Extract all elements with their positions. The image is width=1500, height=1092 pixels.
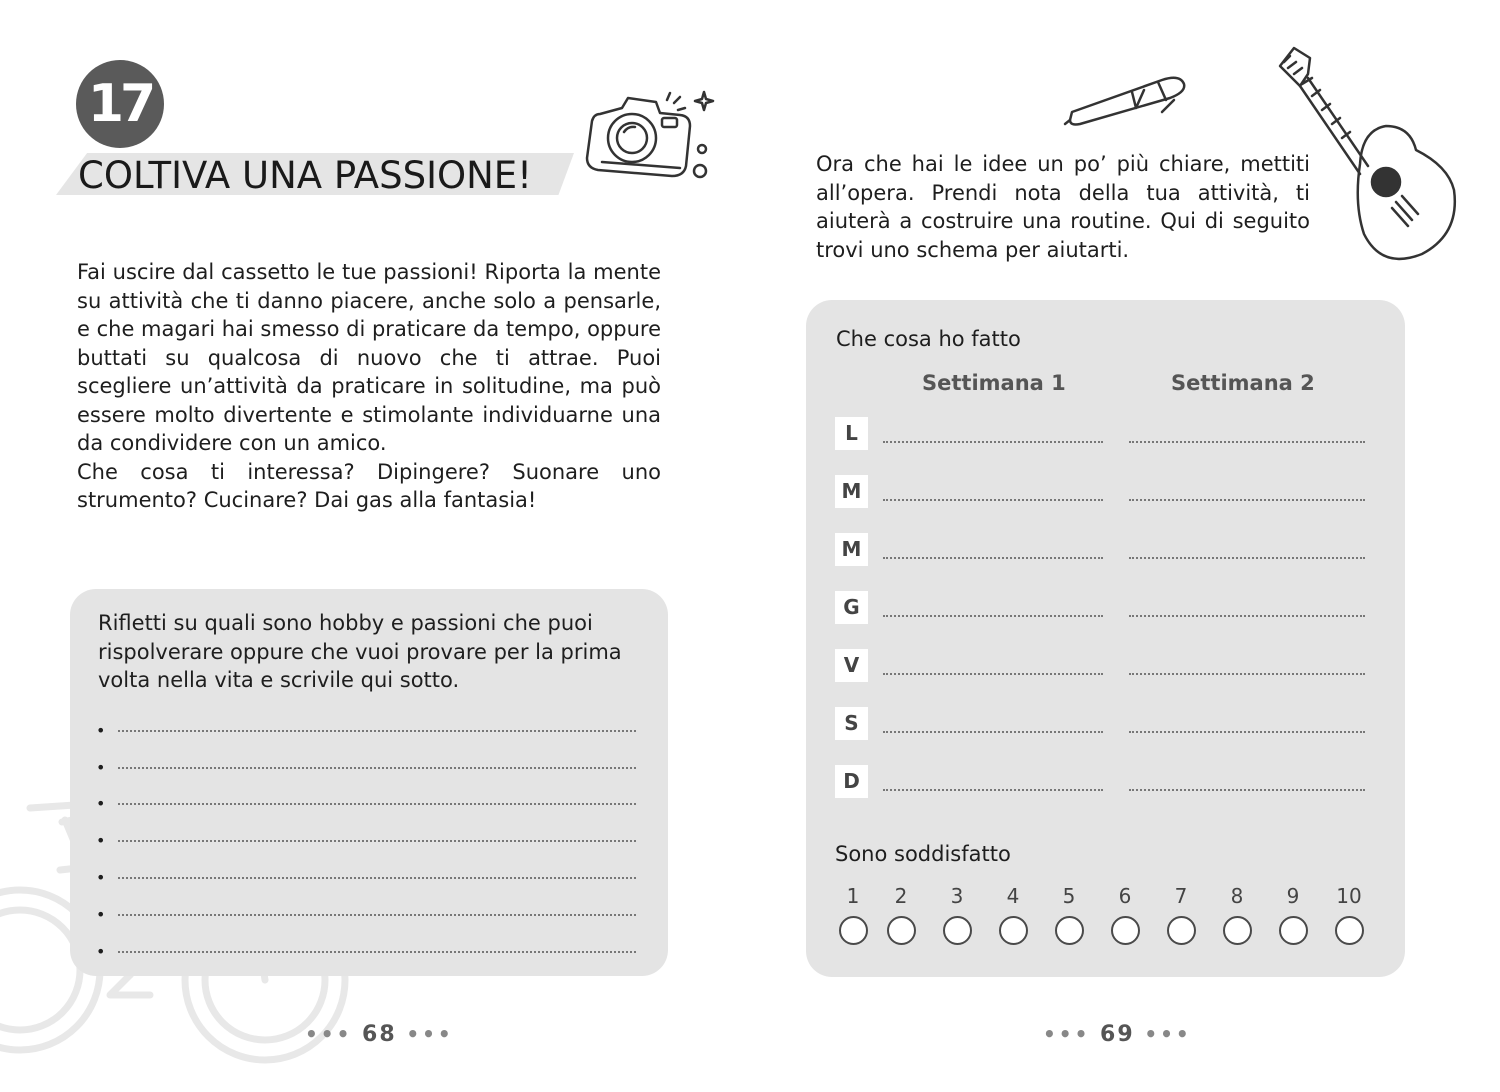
day-label: M [835,533,868,566]
page-number-right [1043,1019,1192,1050]
page-dots: ••• [406,1022,454,1046]
week-2-writing-line[interactable] [1129,613,1365,617]
page-dots: ••• [305,1022,353,1046]
writing-line[interactable] [118,826,636,842]
bullet: • [96,794,106,814]
writing-line[interactable] [118,937,636,953]
week-1-writing-line[interactable] [883,439,1103,443]
week-1-writing-line[interactable] [883,787,1103,791]
rating-circle[interactable] [1279,916,1308,945]
bullet: • [96,720,106,740]
day-label: G [835,591,868,624]
tracking-intro-text: Ora che hai le idee un po’ più chiare, mettiti all’opera. Prendi nota della tua attività, ti aiuterà a costruire una routine. Qui di seguito trovi uno schema per aiutarti. [816,152,1310,262]
week-1-writing-line[interactable] [883,497,1103,501]
week-1-writing-line[interactable] [883,729,1103,733]
intro-paragraph-1: Fai uscire dal cassetto le tue passioni! Riporta la mente su attività che ti danno piacere, anche solo a pensarle, e che magari hai smesso di praticare da tempo, oppure buttati su qualcosa di nuovo che ti attrae. Puoi scegliere un’attività da praticare in solitudine, ma può essere molto divertente e stimolante individuarne una da condividere con un amico. [77,260,661,455]
list-item[interactable] [96,887,636,924]
week-2-writing-line[interactable] [1129,497,1365,501]
list-item[interactable] [96,850,636,887]
writing-line[interactable] [118,863,636,879]
page-number-value: 68 [362,1022,397,1047]
day-label: L [835,417,868,450]
scale-number: 7 [1174,884,1188,908]
bullet: • [96,757,106,777]
list-item[interactable] [96,703,636,740]
scale-number: 9 [1286,884,1300,908]
scale-number: 3 [950,884,964,908]
day-label: D [835,765,868,798]
bullet: • [96,831,106,851]
scale-number: 6 [1118,884,1132,908]
week-2-writing-line[interactable] [1129,729,1365,733]
rating-circle[interactable] [943,916,972,945]
week-1-writing-line[interactable] [883,555,1103,559]
scale-number: 2 [894,884,908,908]
intro-text [77,258,661,515]
week-1-writing-line[interactable] [883,671,1103,675]
week-2-writing-line[interactable] [1129,671,1365,675]
page-title: COLTIVA UNA PASSIONE! [78,154,532,197]
rating-circle[interactable] [999,916,1028,945]
rating-circle[interactable] [1335,916,1364,945]
week-1-header: Settimana 1 [922,371,1066,395]
camera-icon [582,86,717,186]
chapter-number-badge: 17 [76,60,164,148]
day-label: M [835,475,868,508]
week-1-writing-line[interactable] [883,613,1103,617]
page-number-value: 69 [1100,1022,1135,1047]
day-label: S [835,707,868,740]
scale-number: 4 [1006,884,1020,908]
rating-circle[interactable] [887,916,916,945]
bullet: • [96,941,106,961]
page-dots: ••• [1144,1022,1192,1046]
scale-number: 10 [1336,884,1362,908]
week-2-writing-line[interactable] [1129,439,1365,443]
rating-circle[interactable] [1055,916,1084,945]
writing-line[interactable] [118,789,636,805]
list-item[interactable] [96,924,636,961]
list-item[interactable] [96,813,636,850]
list-item[interactable] [96,777,636,814]
scale-number: 5 [1062,884,1076,908]
week-2-writing-line[interactable] [1129,787,1365,791]
rating-circle[interactable] [1111,916,1140,945]
list-item[interactable] [96,740,636,777]
day-label: V [835,649,868,682]
activity-tracker-box [806,300,1405,977]
satisfaction-title: Sono soddisfatto [835,842,1011,866]
page-number-left [305,1019,454,1050]
hobbies-box-intro: Rifletti su quali sono hobby e passioni che puoi rispolverare oppure che vuoi provare per la prima volta nella vita e scrivile qui sotto. [98,611,622,692]
writing-line[interactable] [118,900,636,916]
page-dots: ••• [1043,1022,1091,1046]
week-2-header: Settimana 2 [1171,371,1315,395]
scale-number: 1 [846,884,860,908]
tracker-title: Che cosa ho fatto [836,327,1021,351]
writing-line[interactable] [118,753,636,769]
rating-circle[interactable] [1223,916,1252,945]
pen-icon [1062,70,1192,130]
scale-number: 8 [1230,884,1244,908]
intro-paragraph-2: Che cosa ti interessa? Dipingere? Suonare uno strumento? Cucinare? Dai gas alla fantasia! [77,459,661,512]
rating-circle[interactable] [1167,916,1196,945]
rating-circle[interactable] [839,916,868,945]
sparkle-icon [695,92,713,110]
bullet: • [96,904,106,924]
hobbies-list [96,703,636,961]
bullet: • [96,867,106,887]
week-2-writing-line[interactable] [1129,555,1365,559]
writing-line[interactable] [118,716,636,732]
